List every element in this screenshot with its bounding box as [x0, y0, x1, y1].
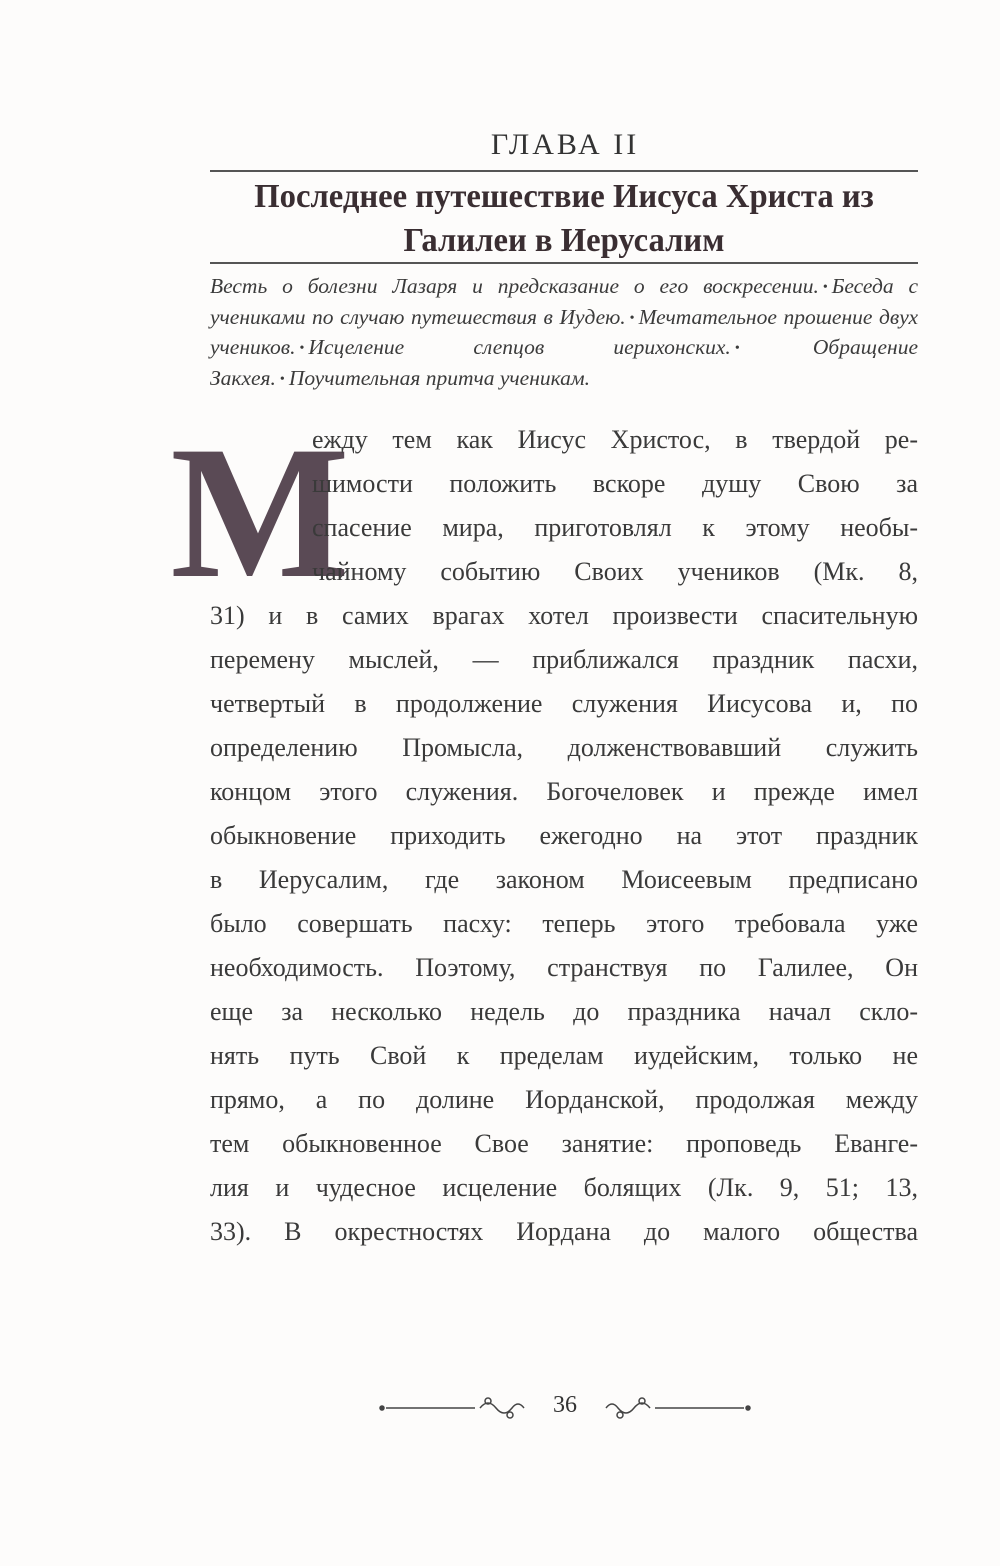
- title-rule-bottom: [210, 262, 918, 264]
- body-line: лия и чудесное исцеление болящих (Лк. 9, 51; 13,: [210, 1173, 918, 1202]
- body-line: определению Промысла, долженствовавший служить: [210, 733, 918, 762]
- body-line: 33). В окрестностях Иордана до малого общества: [210, 1217, 918, 1246]
- summary-item: Поучительная притча ученикам.: [288, 365, 590, 390]
- body-line: шимости положить вскоре душу Свою за: [312, 469, 918, 498]
- chapter-summary: [210, 272, 918, 394]
- bullet-separator: •: [279, 371, 285, 387]
- body-line: было совершать пасху: теперь этого требовала уже: [210, 909, 918, 938]
- body-line: четвертый в продолжение служения Иисусова и, по: [210, 689, 918, 718]
- summary-item: Весть о болезни Лазаря и предсказание о его воскресении.: [210, 274, 819, 298]
- summary-item: Обращение Закхея.: [210, 335, 918, 390]
- bullet-separator: •: [629, 310, 635, 326]
- body-line: перемену мыслей, — приближался праздник пасхи,: [210, 645, 918, 674]
- drop-cap: [170, 408, 350, 618]
- body-line: еще за несколько недель до праздника начал скло-: [210, 997, 918, 1026]
- ornament-right-icon: [606, 1398, 750, 1418]
- body-line: обыкновение приходить ежегодно на этот праздник: [210, 821, 918, 850]
- summary-item: с учениками по случаю путешествия в Иудею.: [210, 274, 918, 329]
- body-line: ежду тем как Иисус Христос, в твердой ре-: [312, 425, 918, 454]
- chapter-title: Последнее путешествие Иисуса Христа из Галилеи в Иерусалим: [254, 178, 874, 259]
- body-line: спасение мира, приготовлял к этому необы-: [312, 513, 918, 542]
- summary-item: Исцеление слепцов иерихонских.: [308, 335, 731, 359]
- body-line: прямо, а по долине Иорданской, продолжая между: [210, 1085, 918, 1114]
- body-line: нять путь Свой к пределам иудейским, только не: [210, 1041, 918, 1070]
- body-line: концом этого служения. Богочеловек и прежде имел: [210, 777, 918, 806]
- body-line: чайному событию Своих учеников (Мк. 8,: [312, 557, 918, 586]
- title-rule-top: [210, 170, 918, 172]
- body-line: необходимость. Поэтому, странствуя по Галилее, Он: [210, 953, 918, 982]
- body-line: в Иерусалим, где законом Моисеевым предписано: [210, 865, 918, 894]
- bullet-separator: •: [299, 341, 305, 356]
- page-number: 36: [553, 1392, 577, 1418]
- body-line: 31) и в самих врагах хотел произвести спасительную: [210, 601, 918, 630]
- ornament-left-icon: [380, 1398, 524, 1418]
- drop-cap-letter: М: [170, 408, 350, 618]
- summary-item: Мечтательное: [638, 304, 777, 329]
- bullet-separator: •: [822, 280, 828, 295]
- summary-item: Беседа: [831, 274, 894, 298]
- summary-item: прошение двух учеников.: [210, 304, 918, 359]
- chapter-label: ГЛАВА II: [490, 128, 640, 161]
- bullet-separator: •: [734, 341, 740, 356]
- body-line: тем обыкновенное Свое занятие: проповедь Еванге-: [210, 1129, 918, 1158]
